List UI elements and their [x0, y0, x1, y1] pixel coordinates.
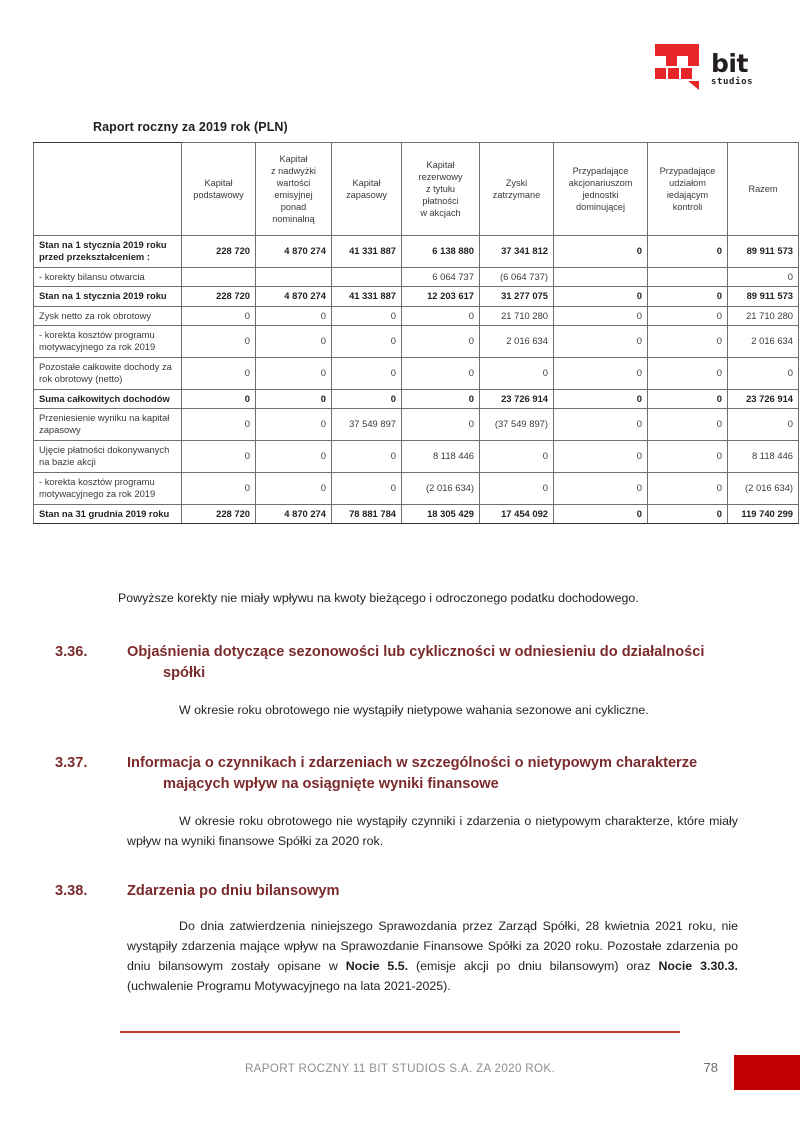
- table-cell-value: 0: [182, 472, 256, 504]
- table-cell-value: 0: [648, 287, 728, 306]
- table-cell-value: 0: [182, 440, 256, 472]
- table-row: [34, 440, 799, 472]
- table-row-label: Stan na 31 grudnia 2019 roku: [34, 504, 182, 523]
- table-cell-value: 0: [554, 326, 648, 358]
- table-header-cell: Kapitał rezerwowy z tytułu płatności w akcjach: [402, 143, 480, 236]
- section-3-38-body: [66, 916, 738, 996]
- table-header-cell: Kapitał z nadwyżki wartości emisyjnej ponad nominalną: [256, 143, 332, 236]
- table-cell-value: 0: [648, 472, 728, 504]
- table-row-label: Ujęcie płatności dokonywanych na bazie akcji: [34, 440, 182, 472]
- section-3-36-paragraph: W okresie roku obrotowego nie wystąpiły nietypowe wahania sezonowe ani cykliczne.: [179, 703, 649, 718]
- section-3-37-heading: [55, 753, 738, 795]
- table-header-cell: Przypadające akcjonariuszom jednostki dominującej: [554, 143, 648, 236]
- equity-changes-table: [33, 142, 799, 524]
- section-3-36: [55, 642, 738, 684]
- table-cell-value: 0: [480, 472, 554, 504]
- table-cell-value: 0: [332, 472, 402, 504]
- note-reference: Nocie 3.30.3.: [658, 959, 738, 974]
- table-row-label: Przeniesienie wyniku na kapitał zapasowy: [34, 409, 182, 441]
- table-cell-value: 0: [648, 504, 728, 523]
- table-cell-value: 0: [554, 389, 648, 408]
- table-cell-value: 0: [402, 357, 480, 389]
- section-3-37-title: Informacja o czynnikach i zdarzeniach w szczególności o nietypowym charakterze mających wpływ na osiągnięte wyniki finansowe: [127, 754, 698, 792]
- table-cell-value: 37 549 897: [332, 409, 402, 441]
- section-3-37-body: [66, 811, 738, 851]
- section-3-36-body: [66, 700, 738, 720]
- table-cell-value: 89 911 573: [728, 287, 799, 306]
- table-row-label: Stan na 1 stycznia 2019 roku: [34, 287, 182, 306]
- table-cell-value: 0: [256, 389, 332, 408]
- table-cell-value: 0: [256, 440, 332, 472]
- table-cell-value: 0: [648, 236, 728, 268]
- table-cell-value: 2 016 634: [728, 326, 799, 358]
- table-cell-value: (2 016 634): [402, 472, 480, 504]
- table-body: [34, 236, 799, 524]
- section-3-38-heading: [55, 881, 738, 902]
- table-row: [34, 504, 799, 523]
- note-reference: Nocie 5.5.: [345, 959, 409, 974]
- table-cell-value: 0: [554, 357, 648, 389]
- table-row-label: - korekta kosztów programu motywacyjnego za rok 2019: [34, 472, 182, 504]
- logo-subtitle: studios: [711, 77, 754, 87]
- table-cell-value: 0: [332, 306, 402, 325]
- table-cell-value: 23 726 914: [728, 389, 799, 408]
- table-row-label: - korekta kosztów programu motywacyjnego za rok 2019: [34, 326, 182, 358]
- table-cell-value: 21 710 280: [480, 306, 554, 325]
- table-row-label: - korekty bilansu otwarcia: [34, 267, 182, 286]
- table-row-label: Suma całkowitych dochodów: [34, 389, 182, 408]
- table-row-label: Pozostałe całkowite dochody za rok obrotowy (netto): [34, 357, 182, 389]
- table-cell-value: 0: [256, 409, 332, 441]
- table-cell-value: 0: [256, 357, 332, 389]
- table-row-label: Stan na 1 stycznia 2019 roku przed przekształceniem :: [34, 236, 182, 268]
- table-cell-value: 119 740 299: [728, 504, 799, 523]
- table-row: [34, 472, 799, 504]
- table-cell-value: 0: [480, 357, 554, 389]
- table-row: [34, 306, 799, 325]
- table-row: [34, 326, 799, 358]
- footer-text: RAPORT ROCZNY 11 BIT STUDIOS S.A. ZA 2020 ROK.: [244, 1062, 556, 1075]
- table-header-cell: Kapitał podstawowy: [182, 143, 256, 236]
- table-cell-value: 0: [332, 389, 402, 408]
- section-3-36-title: Objaśnienia dotyczące sezonowości lub cykliczności w odniesieniu do działalności spółki: [127, 644, 705, 682]
- table-row: [34, 236, 799, 268]
- section-3-37-paragraph: W okresie roku obrotowego nie wystąpiły czynniki i zdarzenia o nietypowym charakterze, które miały wpływ na wyniki finansowe Spółki za 2020 rok.: [127, 813, 738, 848]
- table-cell-value: 0: [648, 326, 728, 358]
- table-cell-value: 0: [402, 326, 480, 358]
- table-cell-value: 0: [554, 504, 648, 523]
- table-cell-value: 228 720: [182, 287, 256, 306]
- spacer: [66, 795, 738, 811]
- section-3-38-title: Zdarzenia po dniu bilansowym: [127, 883, 340, 899]
- table-cell-value: 17 454 092: [480, 504, 554, 523]
- table-cell-value: 0: [256, 472, 332, 504]
- paragraph-run: Do dnia zatwierdzenia niniejszego Sprawozdania przez Zarząd Spółki, 28 kwietnia 2021 roku, nie wystąpiły zdarzenia mające wpływ na Sprawozdanie Finansowe Spółki za 2020 roku. Pozostałe zdarzenia po dniu bilansowym zostały opisane w: [127, 919, 738, 974]
- table-cell-value: 0: [182, 409, 256, 441]
- table-cell-value: [332, 267, 402, 286]
- table-cell-value: 228 720: [182, 504, 256, 523]
- table-cell-value: 6 138 880: [402, 236, 480, 268]
- table-cell-value: 228 720: [182, 236, 256, 268]
- table-row: [34, 409, 799, 441]
- spacer: [66, 684, 738, 700]
- table-cell-value: 41 331 887: [332, 236, 402, 268]
- table-cell-value: 6 064 737: [402, 267, 480, 286]
- table-cell-value: 0: [728, 409, 799, 441]
- table-cell-value: 0: [182, 389, 256, 408]
- spacer: [66, 902, 738, 916]
- table-header-cell: Kapitał zapasowy: [332, 143, 402, 236]
- table-cell-value: 8 118 446: [728, 440, 799, 472]
- table-title: Raport roczny za 2019 rok (PLN): [93, 120, 288, 134]
- table-cell-value: 0: [256, 326, 332, 358]
- table-cell-value: 0: [648, 389, 728, 408]
- page-content: [55, 588, 738, 997]
- table-cell-value: 0: [182, 326, 256, 358]
- table-header: [34, 143, 799, 236]
- section-3-37-number: 3.37.: [55, 754, 88, 771]
- intro-paragraph: Powyższe korekty nie miały wpływu na kwoty bieżącego i odroczonego podatku dochodowego.: [118, 591, 639, 605]
- table-header-row: [34, 143, 799, 236]
- spacer: [66, 851, 738, 881]
- table-cell-value: 0: [182, 306, 256, 325]
- table-cell-value: 0: [648, 440, 728, 472]
- logo-name: bit: [711, 49, 748, 78]
- table-cell-value: 4 870 274: [256, 236, 332, 268]
- company-logo: [655, 44, 765, 104]
- section-3-38-paragraph: [127, 916, 738, 996]
- table-cell-value: 0: [648, 306, 728, 325]
- table-header-corner: [34, 143, 182, 236]
- table-cell-value: 0: [402, 409, 480, 441]
- table-row: [34, 389, 799, 408]
- table-cell-value: (6 064 737): [480, 267, 554, 286]
- table-cell-value: [182, 267, 256, 286]
- table-cell-value: 0: [554, 440, 648, 472]
- table-row: [34, 287, 799, 306]
- footer-accent-block: [734, 1055, 800, 1090]
- logo-mark-icon: [655, 44, 707, 90]
- section-3-38-number: 3.38.: [55, 883, 88, 899]
- table-row-label: Zysk netto za rok obrotowy: [34, 306, 182, 325]
- paragraph-run: (emisje akcji po dniu bilansowym) oraz: [408, 959, 659, 974]
- section-3-38: [55, 881, 738, 902]
- table-cell-value: 31 277 075: [480, 287, 554, 306]
- table-cell-value: 0: [554, 287, 648, 306]
- table-cell-value: 0: [402, 306, 480, 325]
- table-cell-value: 0: [648, 357, 728, 389]
- table-cell-value: 23 726 914: [480, 389, 554, 408]
- table-cell-value: 0: [554, 409, 648, 441]
- section-3-37: [55, 753, 738, 795]
- table-cell-value: 0: [402, 389, 480, 408]
- section-3-36-number: 3.36.: [55, 644, 88, 661]
- table-row: [34, 357, 799, 389]
- table-cell-value: 78 881 784: [332, 504, 402, 523]
- table-cell-value: 37 341 812: [480, 236, 554, 268]
- table-cell-value: 0: [728, 357, 799, 389]
- table-cell-value: 0: [182, 357, 256, 389]
- paragraph-run: (uchwalenie Programu Motywacyjnego na lata 2021-2025).: [127, 979, 451, 994]
- table-cell-value: [648, 267, 728, 286]
- table-cell-value: 12 203 617: [402, 287, 480, 306]
- table-cell-value: 4 870 274: [256, 504, 332, 523]
- table-cell-value: 0: [554, 472, 648, 504]
- table-cell-value: 0: [728, 267, 799, 286]
- table-cell-value: 0: [648, 409, 728, 441]
- table-cell-value: (37 549 897): [480, 409, 554, 441]
- table-cell-value: [554, 267, 648, 286]
- table-cell-value: 0: [554, 306, 648, 325]
- spacer: [66, 608, 738, 642]
- table-cell-value: 89 911 573: [728, 236, 799, 268]
- table-cell-value: 41 331 887: [332, 287, 402, 306]
- page-number: 78: [703, 1060, 718, 1075]
- table-header-cell: Zyski zatrzymane: [480, 143, 554, 236]
- table-header-cell: Przypadające udziałom iedającym kontroli: [648, 143, 728, 236]
- table-cell-value: [256, 267, 332, 286]
- table-row: [34, 267, 799, 286]
- table-cell-value: (2 016 634): [728, 472, 799, 504]
- table-header-cell: Razem: [728, 143, 799, 236]
- table-cell-value: 0: [332, 326, 402, 358]
- table-cell-value: 0: [256, 306, 332, 325]
- table-cell-value: 0: [480, 440, 554, 472]
- table-cell-value: 0: [332, 357, 402, 389]
- table-cell-value: 0: [554, 236, 648, 268]
- logo-wordmark: [711, 51, 765, 88]
- table-cell-value: 18 305 429: [402, 504, 480, 523]
- table-cell-value: 21 710 280: [728, 306, 799, 325]
- table-cell-value: 4 870 274: [256, 287, 332, 306]
- footer-divider: [120, 1031, 680, 1033]
- section-3-36-heading: [55, 642, 738, 684]
- table-cell-value: 0: [332, 440, 402, 472]
- spacer: [66, 721, 738, 753]
- table-cell-value: 8 118 446: [402, 440, 480, 472]
- table-cell-value: 2 016 634: [480, 326, 554, 358]
